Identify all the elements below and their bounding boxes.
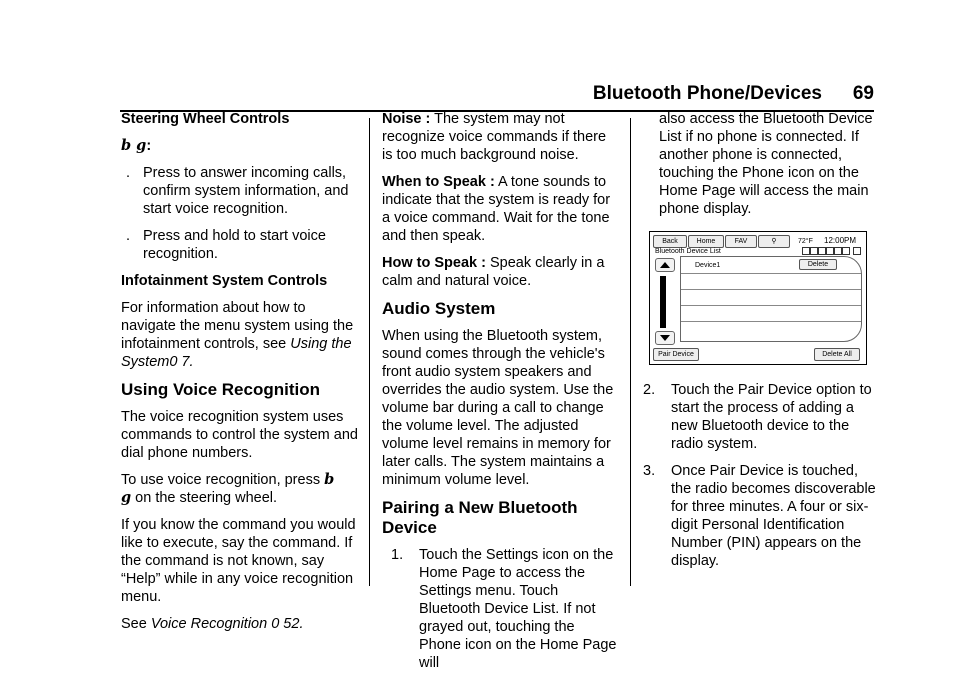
temperature: 72°F [798,238,813,245]
column-divider-1 [369,118,370,586]
page-number: 69 [852,83,874,104]
home-button[interactable]: Home [688,235,724,248]
pair-device-button[interactable]: Pair Device [653,348,699,361]
fav-button[interactable]: FAV [725,235,757,248]
step-1-continued: also access the Bluetooth Device List if no phone is connected. If another phone is connected, touching the Phone icon on the Home Page will access the main phone display. [659,111,873,217]
column-3 [643,110,881,579]
cross-reference-link[interactable]: Voice Recognition [150,616,268,632]
step-1: 1. Touch the Settings icon on the Home Page to access the Settings menu. Touch Bluetooth Device List. If not grayed out, touching the Phone icon on the Home Page will [391,547,617,671]
device-name[interactable]: Device1 [695,262,721,269]
see-reference: See Voice Recognition 0 52. [121,616,304,632]
status-icon [818,247,826,255]
delete-button[interactable]: Delete [799,259,837,270]
clock: 12:00PM [824,236,857,245]
device-list [680,256,862,342]
arrow-down-icon [656,332,674,344]
phone-voice-icon: b g [121,137,147,154]
back-button[interactable]: Back [653,235,687,248]
heading-infotainment-controls: Infotainment System Controls [121,273,328,289]
step-2: 2. Touch the Pair Device option to start the process of adding a new Bluetooth device to the radio system. [643,382,872,452]
status-icon [826,247,834,255]
bullet-item: . Press and hold to start voice recognition. [126,228,326,262]
voice-paragraph-2: To use voice recognition, press b g on the steering wheel. [121,471,335,506]
how-to-speak-paragraph: How to Speak : Speak clearly in a calm and natural voice. [382,255,605,289]
column-divider-2 [630,118,631,586]
signal-icon: ⚲ [758,235,790,248]
column-2 [382,110,620,681]
steering-symbols: b g: [121,137,152,154]
noise-paragraph: Noise : The system may not recognize voice commands if there is too much background noise. [382,111,607,163]
header-title: Bluetooth Phone/Devices [592,83,822,104]
section-heading-voice: Using Voice Recognition [121,380,320,399]
status-icon [802,247,810,255]
step-3: 3. Once Pair Device is touched, the radio becomes discoverable for three minutes. A four or six-digit Personal Identification Number (PIN) appears on the display. [643,463,876,569]
arrow-up-icon [656,259,674,271]
when-to-speak-paragraph: When to Speak : A tone sounds to indicate that the system is ready for a voice command. Wait for the tone and then speak. [382,174,611,244]
scrollbar[interactable] [660,276,666,328]
info-paragraph: For information about how to navigate the menu system using the infotainment controls, see Using the System0 7. [121,300,354,370]
voice-paragraph-3: If you know the command you would like to execute, say the command. If the command is not known, say “Help” while in any voice recognition menu. [121,517,356,605]
audio-paragraph: When using the Bluetooth system, sound comes through the vehicle's front audio system speakers and overrides the audio system. Use the volume bar during a call to change the volume level. The adjusted volume level remains in memory for later calls. The system maintains a minimum volume level. [382,328,614,488]
status-icon [842,247,850,255]
section-heading-pairing: Pairing a New Bluetooth Device [382,498,578,537]
heading-steering-wheel-controls: Steering Wheel Controls [121,111,290,127]
status-icon [810,247,818,255]
voice-paragraph-1: The voice recognition system uses commands to control the system and dial phone numbers. [121,409,358,461]
delete-all-button[interactable]: Delete All [814,348,860,361]
column-1 [121,110,359,642]
cross-reference-link[interactable]: Using the System [121,336,352,370]
status-icon [853,247,861,255]
bluetooth-device-list-screen [649,231,867,365]
status-icon [834,247,842,255]
scroll-up-button[interactable] [655,258,675,272]
section-heading-audio: Audio System [382,299,496,318]
phone-icon: b [324,471,335,488]
screen-title: Bluetooth Device List [655,248,721,255]
scroll-down-button[interactable] [655,331,675,345]
page-header [0,83,960,105]
bullet-item: . Press to answer incoming calls, confirm system information, and start voice recognition. [126,165,349,217]
voice-icon: g [121,489,132,506]
